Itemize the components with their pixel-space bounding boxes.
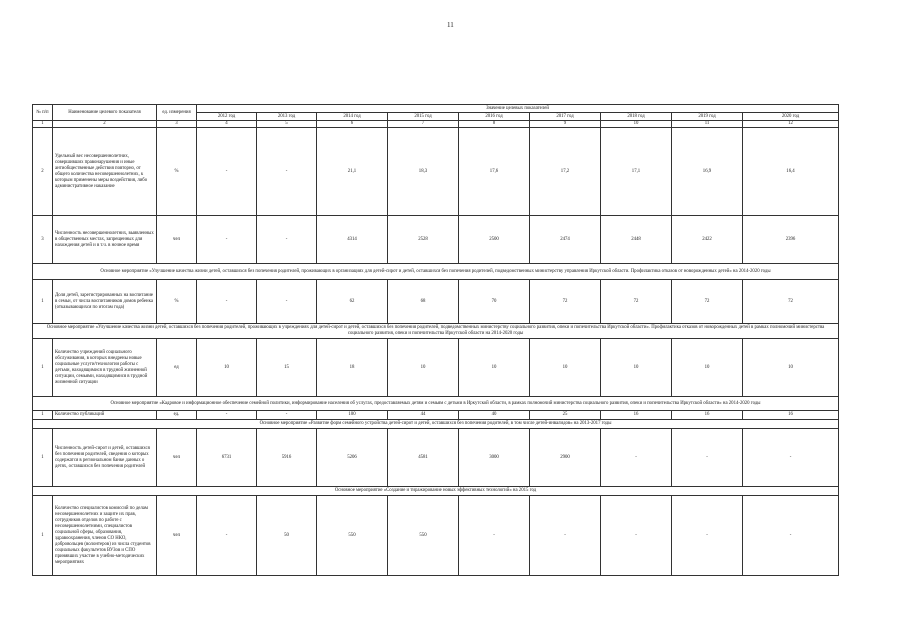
column-number: 12 xyxy=(743,121,839,128)
indicator-value: 550 xyxy=(317,496,388,576)
section-heading: Основное мероприятие «Улучшение качества жизни детей, оставшихся без попечения родителей, проживающих в организациях для детей-сирот и детей, оставшихся без попечения родителей, подведомственных министерству управления Иркутской области. Профилактика отказов от новорожденных детей» на 2014-2020 годы xyxy=(33,264,839,280)
indicator-unit: чел xyxy=(157,429,197,487)
section-heading: Основное мероприятие «Развитие форм семейного устройства детей-сирот и детей, оставшихся без попечения родителей, в том числе детей-инвалидов» на 2013-2017 годы xyxy=(33,420,839,429)
indicator-value: 2422 xyxy=(672,216,743,264)
indicator-value: 68 xyxy=(388,280,459,324)
indicator-value: 17,2 xyxy=(530,128,601,216)
row-number: 2 xyxy=(33,128,53,216)
row-number: 1 xyxy=(33,429,53,487)
indicator-name: Численность несовершеннолетних, выявленных в общественных местах, запрещенных для нахождения детей и в т.ч. в ночное время xyxy=(53,216,157,264)
indicator-value: 4581 xyxy=(388,429,459,487)
indicator-value: 25 xyxy=(530,411,601,420)
indicator-name: Количество учреждений социального обслуживания, в которых внедрены новые социальные услуги/технологии работы с детьми, находящимися в трудной жизненной ситуации, семьями, находящимися в трудной жизненной ситуации xyxy=(53,339,157,397)
indicator-value: 10 xyxy=(388,339,459,397)
indicator-value: - xyxy=(459,496,530,576)
column-number: 1 xyxy=(33,121,53,128)
column-number: 6 xyxy=(317,121,388,128)
indicator-name: Количество специалистов комиссий по делам несовершеннолетних и защите их прав, сотрудников отделов по работе с несовершеннолетними, специалистов социальной сферы, образования, здравоохранения, членов СО НКО, добровольцев (волонтеров) из числа студентов социальных факультетов ВУЗов и СПО принявших участие в учебно-методических мероприятиях xyxy=(53,496,157,576)
indicator-value: 5206 xyxy=(317,429,388,487)
column-number: 9 xyxy=(530,121,601,128)
indicator-value: - xyxy=(672,496,743,576)
header-year: 2016 год xyxy=(459,113,530,121)
indicator-value: 18 xyxy=(317,339,388,397)
indicator-name: Доля детей, зарегистрированных на воспитание в семьи, от числа воспитанников домов ребенка (отказывающихся по итогам года) xyxy=(53,280,157,324)
indicator-value: 2474 xyxy=(530,216,601,264)
indicator-value: 4314 xyxy=(317,216,388,264)
indicator-value: - xyxy=(257,128,317,216)
indicator-name: Количество публикаций xyxy=(53,411,157,420)
indicator-value: 5916 xyxy=(257,429,317,487)
indicator-value: - xyxy=(672,429,743,487)
indicator-value: - xyxy=(601,496,672,576)
column-number: 5 xyxy=(257,121,317,128)
indicator-value: 62 xyxy=(317,280,388,324)
indicator-value: - xyxy=(257,216,317,264)
indicator-value: 10 xyxy=(601,339,672,397)
column-number: 7 xyxy=(388,121,459,128)
indicator-value: - xyxy=(743,429,839,487)
indicator-value: 40 xyxy=(459,411,530,420)
indicator-value: - xyxy=(197,496,257,576)
indicator-value: - xyxy=(743,496,839,576)
indicator-value: 17,1 xyxy=(601,128,672,216)
header-year: 2012 год xyxy=(197,113,257,121)
indicator-unit: % xyxy=(157,128,197,216)
indicator-unit: чел xyxy=(157,496,197,576)
indicator-value: - xyxy=(197,128,257,216)
indicator-value: 16 xyxy=(743,411,839,420)
indicators-table xyxy=(32,104,839,576)
header-year: 2019 год xyxy=(672,113,743,121)
column-number: 8 xyxy=(459,121,530,128)
indicator-value: - xyxy=(257,411,317,420)
indicator-value: 10 xyxy=(743,339,839,397)
page-number: 11 xyxy=(447,21,454,29)
column-number: 11 xyxy=(672,121,743,128)
column-number: 10 xyxy=(601,121,672,128)
indicator-value: 18,3 xyxy=(388,128,459,216)
row-number: 1 xyxy=(33,339,53,397)
indicator-value: 44 xyxy=(388,411,459,420)
header-name: Наименование целевого показателя xyxy=(53,105,157,121)
indicator-value: 21,1 xyxy=(317,128,388,216)
indicator-value: 10 xyxy=(530,339,601,397)
indicator-unit: % xyxy=(157,280,197,324)
row-number: 1 xyxy=(33,411,53,420)
indicator-value: 16 xyxy=(672,411,743,420)
indicator-value: 10 xyxy=(459,339,530,397)
indicator-value: 2528 xyxy=(388,216,459,264)
indicator-value: 6731 xyxy=(197,429,257,487)
header-unit: ед. измерения xyxy=(157,105,197,121)
indicator-value: - xyxy=(257,280,317,324)
indicator-value: - xyxy=(197,280,257,324)
indicator-value: 100 xyxy=(317,411,388,420)
indicator-value: 50 xyxy=(257,496,317,576)
column-number: 3 xyxy=(157,121,197,128)
indicator-value: - xyxy=(530,496,601,576)
indicator-value: - xyxy=(197,216,257,264)
indicator-value: 16,4 xyxy=(743,128,839,216)
indicator-value: 2396 xyxy=(743,216,839,264)
column-number: 4 xyxy=(197,121,257,128)
indicator-value: 17,6 xyxy=(459,128,530,216)
indicator-value: 3000 xyxy=(459,429,530,487)
indicator-value: 2448 xyxy=(601,216,672,264)
indicator-value: 16,9 xyxy=(672,128,743,216)
section-heading: Основное мероприятие «Кадровое и информационное обеспечение семейной политики, информирование населения об услугах, предоставляемых детям и семьям с детьми в Иркутской области, в рамках полномочий министерства социального развития, опеки и попечительства Иркутской области» на 2014-2020 годы xyxy=(33,397,839,411)
indicator-unit: ед xyxy=(157,339,197,397)
indicator-value: 10 xyxy=(197,339,257,397)
header-num: № п/п xyxy=(33,105,53,121)
indicator-name: Численность детей-сирот и детей, оставшихся без попечения родителей, сведения о которых содержатся в региональном банке данных о детях, оставшихся без попечения родителей xyxy=(53,429,157,487)
indicator-value: - xyxy=(197,411,257,420)
header-year: 2017 год xyxy=(530,113,601,121)
row-number: 1 xyxy=(33,496,53,576)
indicator-value: 2500 xyxy=(459,216,530,264)
indicator-value: 2900 xyxy=(530,429,601,487)
header-year: 2018 год xyxy=(601,113,672,121)
row-number: 3 xyxy=(33,216,53,264)
indicator-value: 550 xyxy=(388,496,459,576)
indicator-unit: ед. xyxy=(157,411,197,420)
indicator-value: 72 xyxy=(672,280,743,324)
indicator-value: 72 xyxy=(601,280,672,324)
indicator-value: 72 xyxy=(743,280,839,324)
indicator-value: 72 xyxy=(530,280,601,324)
header-values-title: Значение целевых показателей xyxy=(197,105,839,113)
indicator-unit: чел xyxy=(157,216,197,264)
section-heading: Основное мероприятие «Создание и тиражирование новых эффективных технологий» на 2015 год xyxy=(33,487,839,496)
indicator-value: 70 xyxy=(459,280,530,324)
header-year: 2013 год xyxy=(257,113,317,121)
indicator-name: Удельный вес несовершеннолетних, совершивших правонарушения и иные антиобщественные действия повторно, от общего количества несовершеннолетних, к которым применены меры воздействия, либо административное наказание xyxy=(53,128,157,216)
indicator-value: 16 xyxy=(601,411,672,420)
indicator-value: 10 xyxy=(672,339,743,397)
header-year: 2014 год xyxy=(317,113,388,121)
row-number: 1 xyxy=(33,280,53,324)
indicator-value: 15 xyxy=(257,339,317,397)
column-number: 2 xyxy=(53,121,157,128)
section-heading: Основное мероприятие «Улучшение качества жизни детей, оставшихся без попечения родителей, проживающих в учреждениях для детей-сирот и детей, оставшихся без попечения родителей, подведомственных министерству социального развития, опеки и попечительства Иркутской области». Профилактика отказов от новорожденных детей в рамках полномочий министерства социального развития, опеки и попечительства Иркутской области на 2014-2020 годы xyxy=(33,324,839,339)
header-year: 2020 год xyxy=(743,113,839,121)
indicator-value: - xyxy=(601,429,672,487)
header-year: 2015 год xyxy=(388,113,459,121)
